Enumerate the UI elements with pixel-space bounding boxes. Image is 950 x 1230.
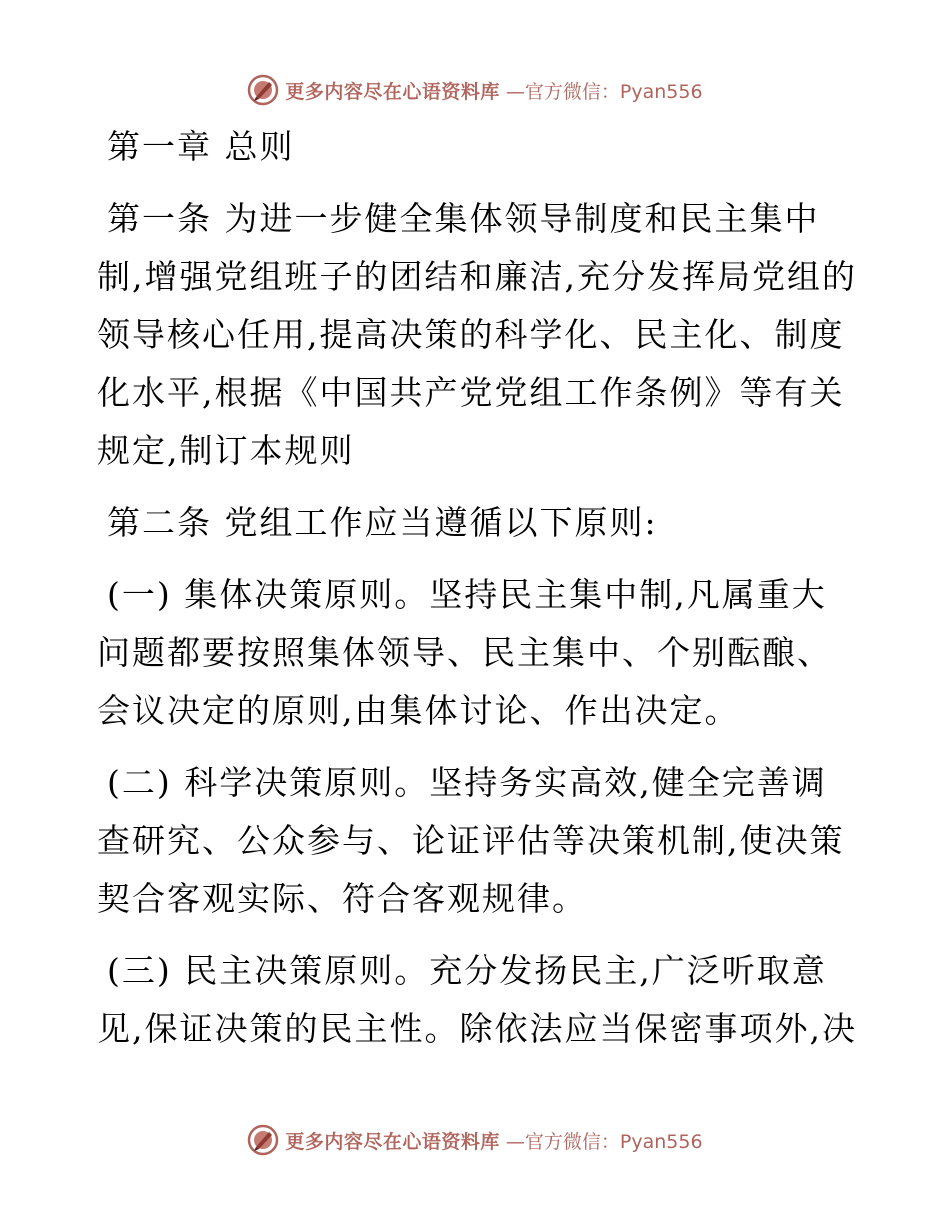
principle-1-paragraph: (一) 集体决策原则。坚持民主集中制,凡属重大问题都要按照集体领导、民主集中、个别酝酿、会议决定的原则,由集体讨论、作出决定。 <box>97 575 832 730</box>
footer-watermark <box>0 1120 950 1160</box>
pen-seal-logo-icon <box>247 1124 279 1156</box>
article-2-paragraph: 第二条 党组工作应当遵循以下原则: <box>107 503 658 542</box>
document-body <box>97 118 857 1058</box>
watermark-contact: —官方微信：Pyan556 <box>505 80 703 103</box>
article-1-paragraph: 第一条 为进一步健全集体领导制度和民主集中制,增强党组班子的团结和廉洁,充分发挥局党组的领导核心任用,提高决策的科学化、民主化、制度化水平,根据《中国共产党党组工作条例》等有关规定,制订本规则 <box>97 199 857 470</box>
principle-3-paragraph: (三) 民主决策原则。充分发扬民主,广泛听取意见,保证决策的民主性。除依法应当保密事项外,决 <box>97 951 857 1048</box>
watermark-text: 更多内容尽在心语资料库 <box>285 80 500 103</box>
watermark-text: 更多内容尽在心语资料库 <box>285 1130 500 1153</box>
watermark-contact: —官方微信：Pyan556 <box>505 1130 703 1153</box>
pen-seal-logo-icon <box>247 74 279 106</box>
chapter-title: 第一章 总则 <box>107 127 295 166</box>
header-watermark <box>0 70 950 110</box>
principle-2-paragraph: (二) 科学决策原则。坚持务实高效,健全完善调查研究、公众参与、论证评估等决策机制,使决策契合客观实际、符合客观规律。 <box>97 763 845 918</box>
